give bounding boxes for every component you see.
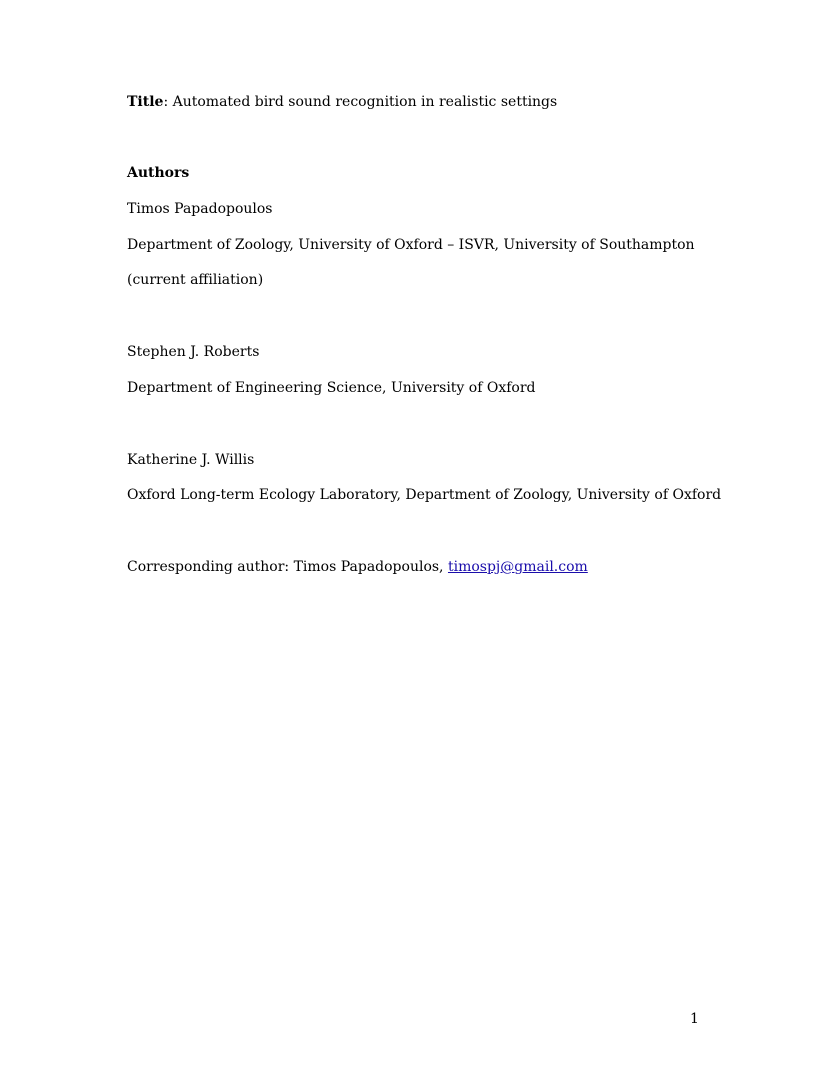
title-separator: : (163, 94, 173, 110)
authors-heading: Authors (127, 165, 190, 181)
author-affiliation-3: Oxford Long-term Ecology Laboratory, Department of Zoology, University of Oxford (127, 487, 722, 503)
corresponding-author-line (127, 558, 588, 576)
corresponding-email-link[interactable]: timospj@gmail.com (447, 559, 588, 575)
corresponding-author-text: Corresponding author: Timos Papadopoulos, (127, 559, 448, 575)
author-affiliation-1-note: (current affiliation) (127, 272, 264, 288)
author-name-1: Timos Papadopoulos (127, 201, 273, 217)
author-affiliation-2: Department of Engineering Science, University of Oxford (127, 380, 536, 396)
author-name-3: Katherine J. Willis (127, 452, 255, 468)
title-line (127, 93, 557, 111)
title-label: Title (127, 94, 164, 110)
page-number: 1 (690, 1011, 699, 1027)
author-affiliation-1: Department of Zoology, University of Oxford – ISVR, University of Southampton (127, 237, 695, 253)
author-name-2: Stephen J. Roberts (127, 344, 260, 360)
paper-title: Automated bird sound recognition in realistic settings (172, 94, 558, 110)
